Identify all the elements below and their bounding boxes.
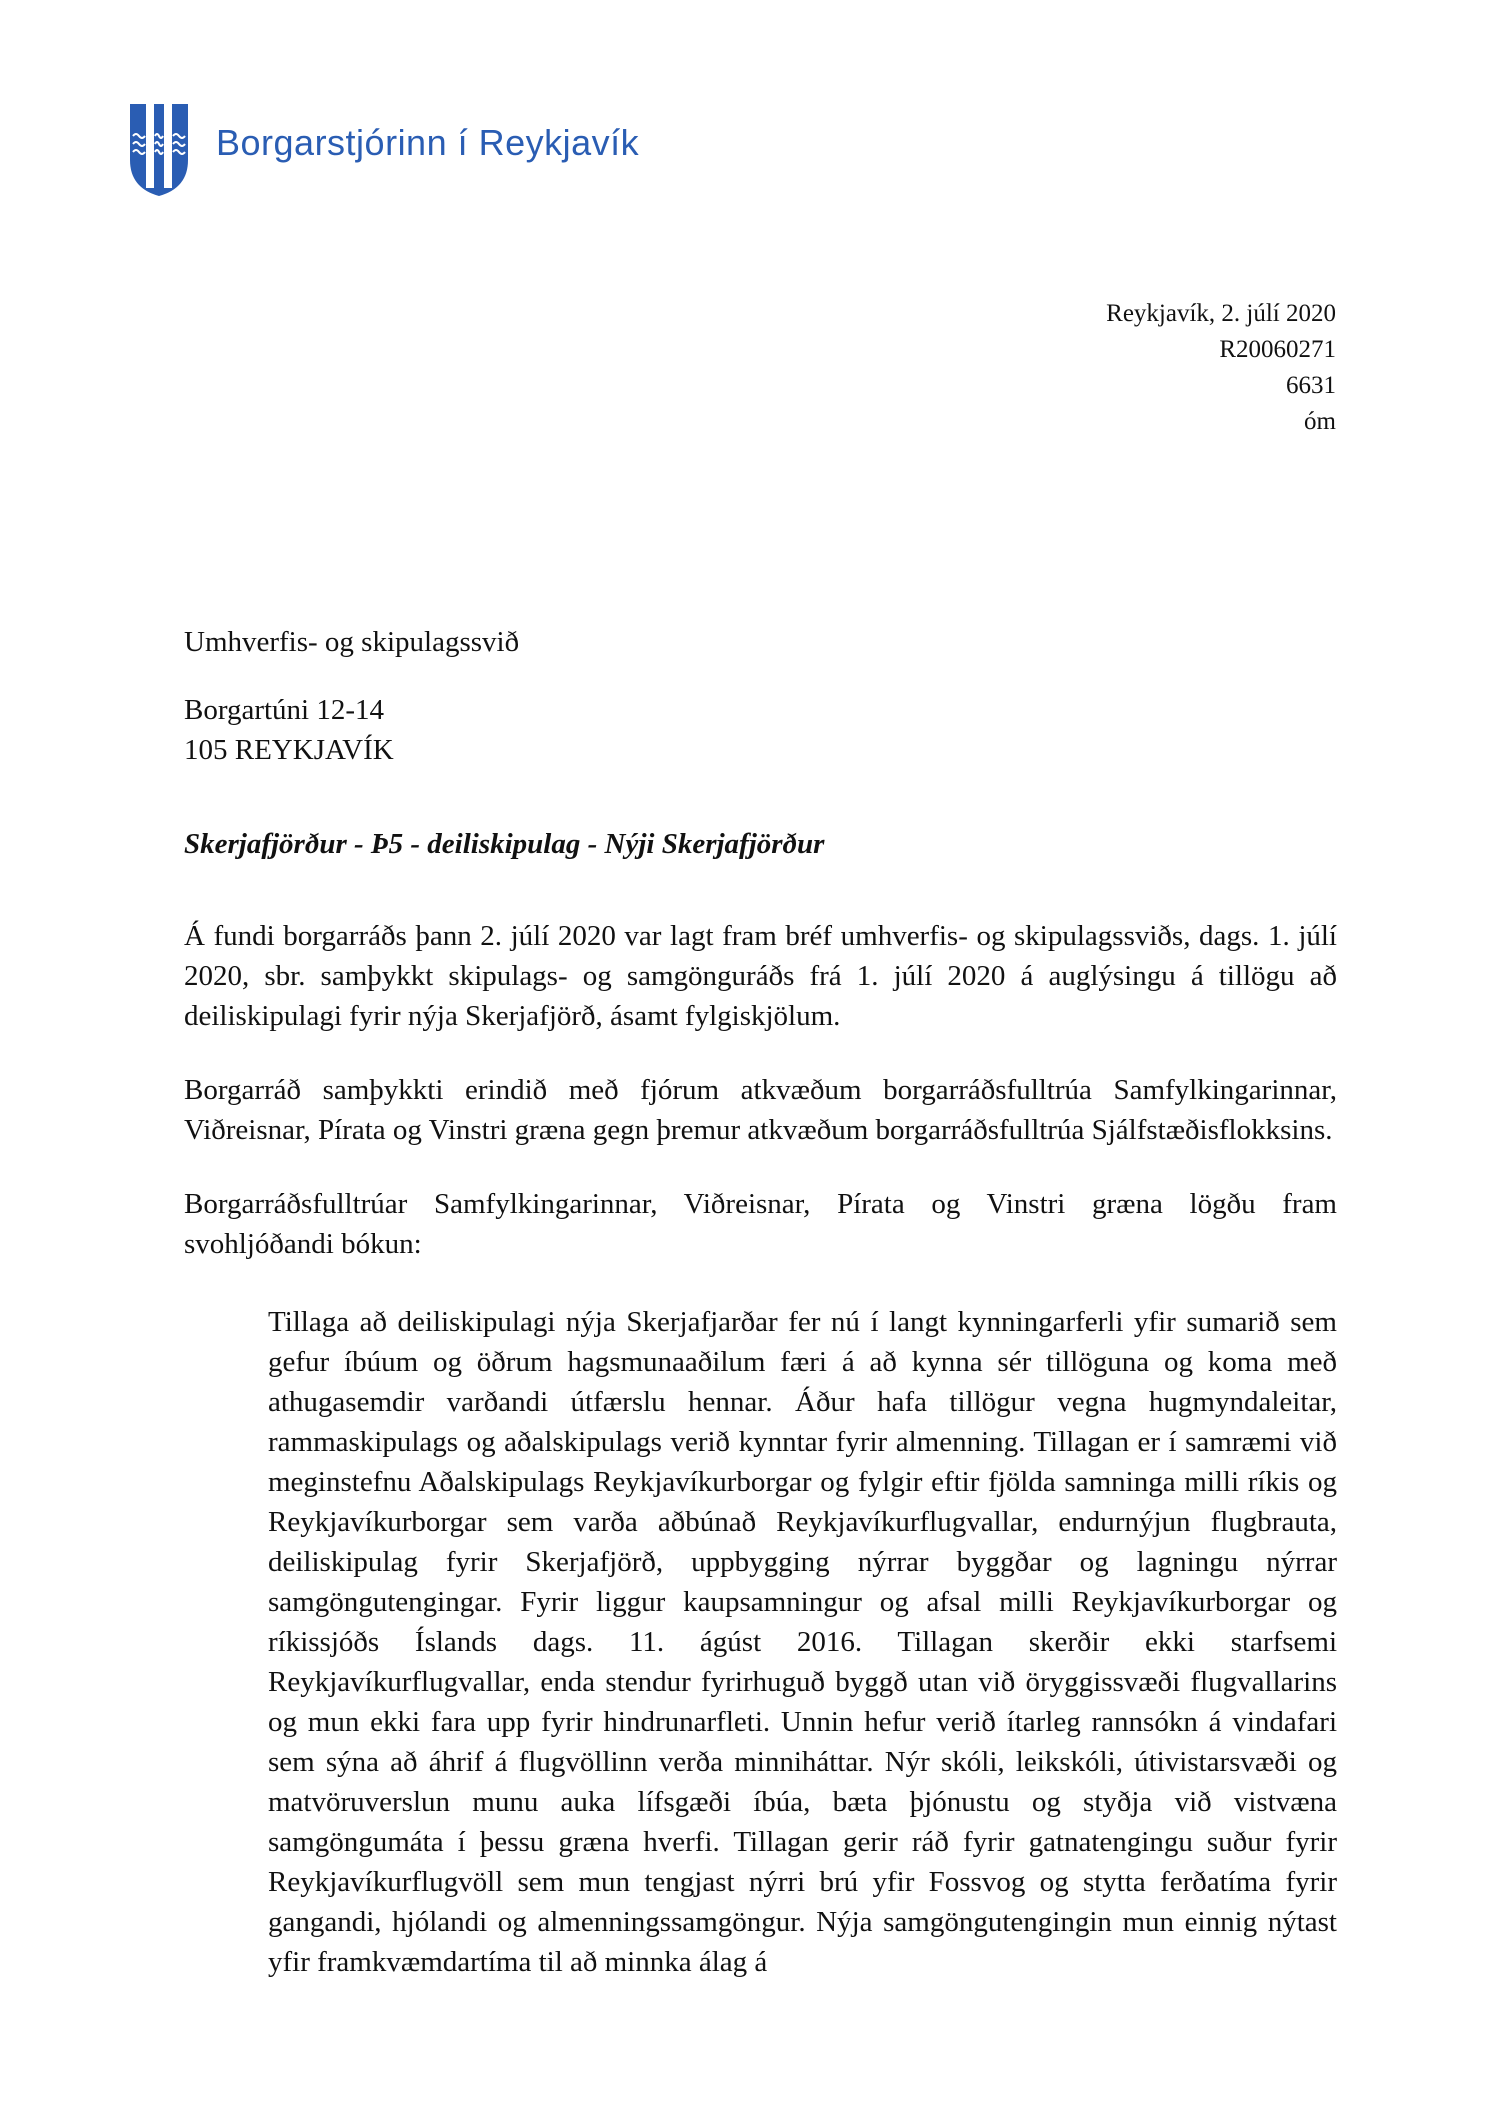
case-number: R20060271: [1219, 336, 1336, 363]
recipient-postal-city: 105 REYKJAVÍK: [184, 734, 394, 766]
organization-name: Borgarstjórinn í Reykjavík: [216, 122, 640, 163]
paragraph-vote: Borgarráð samþykkti erindið með fjórum atkvæðum borgarráðsfulltrúa Samfylkingarinnar, Viðreisnar, Pírata og Vinstri græna gegn þremur atkvæðum borgarráðsfulltrúa Sjálfstæðisflokksins.: [184, 1074, 1337, 1146]
paragraph-meeting: Á fundi borgarráðs þann 2. júlí 2020 var lagt fram bréf umhverfis- og skipulagssviðs, dags. 1. júlí 2020, sbr. samþykkt skipulags- og samgönguráðs frá 1. júlí 2020 á auglýsingu á tillögu að deiliskipulagi fyrir nýja Skerjafjörð, ásamt fylgiskjölum.: [184, 920, 1337, 1032]
document-number: 6631: [1286, 372, 1336, 399]
initials: óm: [1304, 408, 1336, 435]
letter-body: [184, 916, 1337, 2016]
letterhead: [128, 102, 639, 198]
reykjavik-crest-icon: [128, 102, 190, 198]
place-date: Reykjavík, 2. júlí 2020: [1106, 300, 1336, 327]
paragraph-statement-intro: Borgarráðsfulltrúar Samfylkingarinnar, Viðreisnar, Pírata og Vinstri græna lögðu fram svohljóðandi bókun:: [184, 1188, 1337, 1260]
recipient-address: [184, 622, 519, 770]
document-meta: [1106, 296, 1336, 440]
letter-subject: Skerjafjörður - Þ5 - deiliskipulag - Nýji Skerjafjörður: [184, 828, 825, 860]
recipient-department: Umhverfis- og skipulagssvið: [184, 626, 520, 658]
paragraph-statement-quote: Tillaga að deiliskipulagi nýja Skerjafjarðar fer nú í langt kynningarferli yfir sumarið sem gefur íbúum og öðrum hagsmunaaðilum færi á að kynna sér tillöguna og koma með athugasemdir varðandi útfærslu hennar. Áður hafa tillögur vegna hugmyndaleitar, rammaskipulags og aðalskipulags verið kynntar fyrir almenning. Tillagan er í samræmi við meginstefnu Aðalskipulags Reykjavíkurborgar og fylgir eftir fjölda samninga milli ríkis og Reykjavíkurborgar sem varða aðbúnað Reykjavíkurflugvallar, endurnýjun flugbrauta, deiliskipulag fyrir Skerjafjörð, uppbygging nýrrar byggðar og lagningu nýrrar samgöngutengingar. Fyrir liggur kaupsamningur og afsal milli Reykjavíkurborgar og ríkissjóðs Íslands dags. 11. ágúst 2016. Tillagan skerðir ekki starfsemi Reykjavíkurflugvallar, enda stendur fyrirhuguð byggð utan við öryggissvæði flugvallarins og mun ekki fara upp fyrir hindrunarfleti. Unnin hefur verið ítarleg rannsókn á vindafari sem sýna að áhrif á flugvöllinn verða minniháttar. Nýr skóli, leikskóli, útivistarsvæði og matvöruverslun munu auka lífsgæði íbúa, bæta þjónustu og styðja við vistvæna samgöngumáta í þessu græna hverfi. Tillagan gerir ráð fyrir gatnatengingu suður fyrir Reykjavíkurflugvöll sem mun tengjast nýrri brú yfir Fossvog og stytta ferðatíma fyrir gangandi, hjólandi og almenningssamgöngur. Nýja samgöngutengingin mun einnig nýtast yfir framkvæmdartíma til að minnka álag á: [268, 1306, 1337, 1978]
recipient-street: Borgartúni 12-14: [184, 694, 385, 726]
